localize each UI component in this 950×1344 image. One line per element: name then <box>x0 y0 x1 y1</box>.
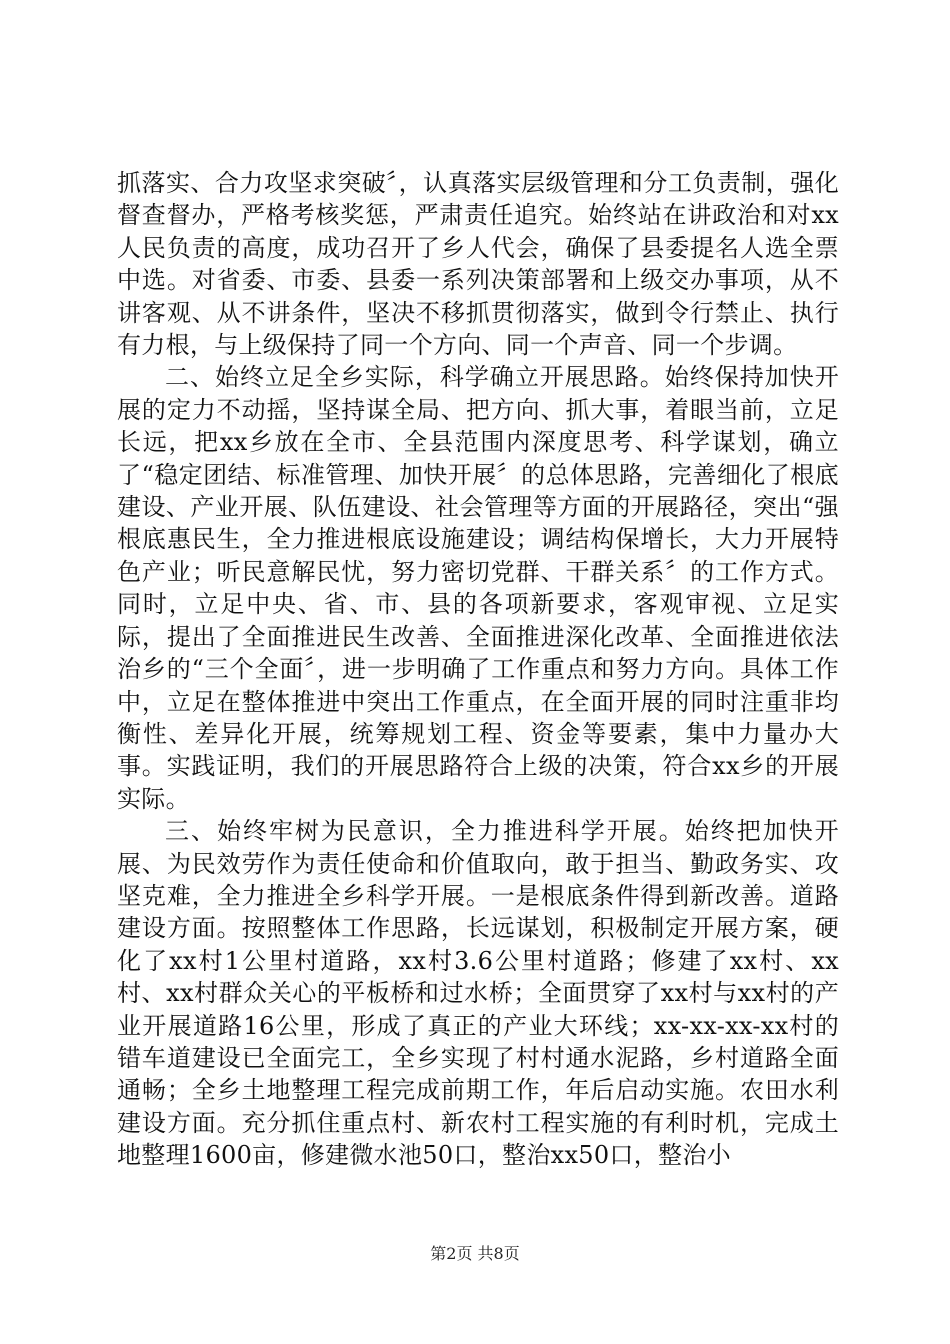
paragraph-1: 抓落实、合力攻坚求突破〞，认真落实层级管理和分工负责制，强化督查督办，严格考核奖惩，严肃责任追究。始终站在讲政治和对xx人民负责的高度，成功召开了乡人代会，确保了县委提名人选全票中选。对省委、市委、县委一系列决策部署和上级交办事项，从不讲客观、从不讲条件，坚决不移抓贯彻落实，做到令行禁止、执行有力根，与上级保持了同一个方向、同一个声音、同一个步调。 <box>117 169 839 360</box>
document-body <box>117 167 839 1172</box>
paragraph-2: 二、始终立足全乡实际，科学确立开展思路。始终保持加快开展的定力不动摇，坚持谋全局、把方向、抓大事，着眼当前，立足长远，把xx乡放在全市、全县范围内深度思考、科学谋划，确立了“稳定团结、标准管理、加快开展〞的总体思路，完善细化了根底建设、产业开展、队伍建设、社会管理等方面的开展路径，突出“强根底惠民生，全力推进根底设施建设；调结构保增长，大力开展特色产业；听民意解民忧，努力密切党群、干群关系〞的工作方式。同时，立足中央、省、市、县的各项新要求，客观审视、立足实际，提出了全面推进民生改善、全面推进深化改革、全面推进依法治乡的“三个全面〞，进一步明确了工作重点和努力方向。具体工作中，立足在整体推进中突出工作重点，在全面开展的同时注重非均衡性、差异化开展，统筹规划工程、资金等要素，集中力量办大事。实践证明，我们的开展思路符合上级的决策，符合xx乡的开展实际。 <box>117 363 839 813</box>
page-footer: 第2页 共8页 <box>430 1244 520 1263</box>
paragraph-3: 三、始终牢树为民意识，全力推进科学开展。始终把加快开展、为民效劳作为责任使命和价值取向，敢于担当、勤政务实、攻坚克难，全力推进全乡科学开展。一是根底条件得到新改善。道路建设方面。按照整体工作思路，长远谋划，积极制定开展方案，硬化了xx村1公里村道路，xx村3.6公里村道路；修建了xx村、xx村、xx村群众关心的平板桥和过水桥；全面贯穿了xx村与xx村的产业开展道路16公里，形成了真正的产业大环线；xx-xx-xx-xx村的错车道建设已全面完工，全乡实现了村村通水泥路，乡村道路全面通畅；全乡土地整理工程完成前期工作，年后启动实施。农田水利建设方面。充分抓住重点村、新农村工程实施的有利时机，完成土地整理1600亩，修建微水池50口，整治xx50口，整治小 <box>117 817 839 1170</box>
